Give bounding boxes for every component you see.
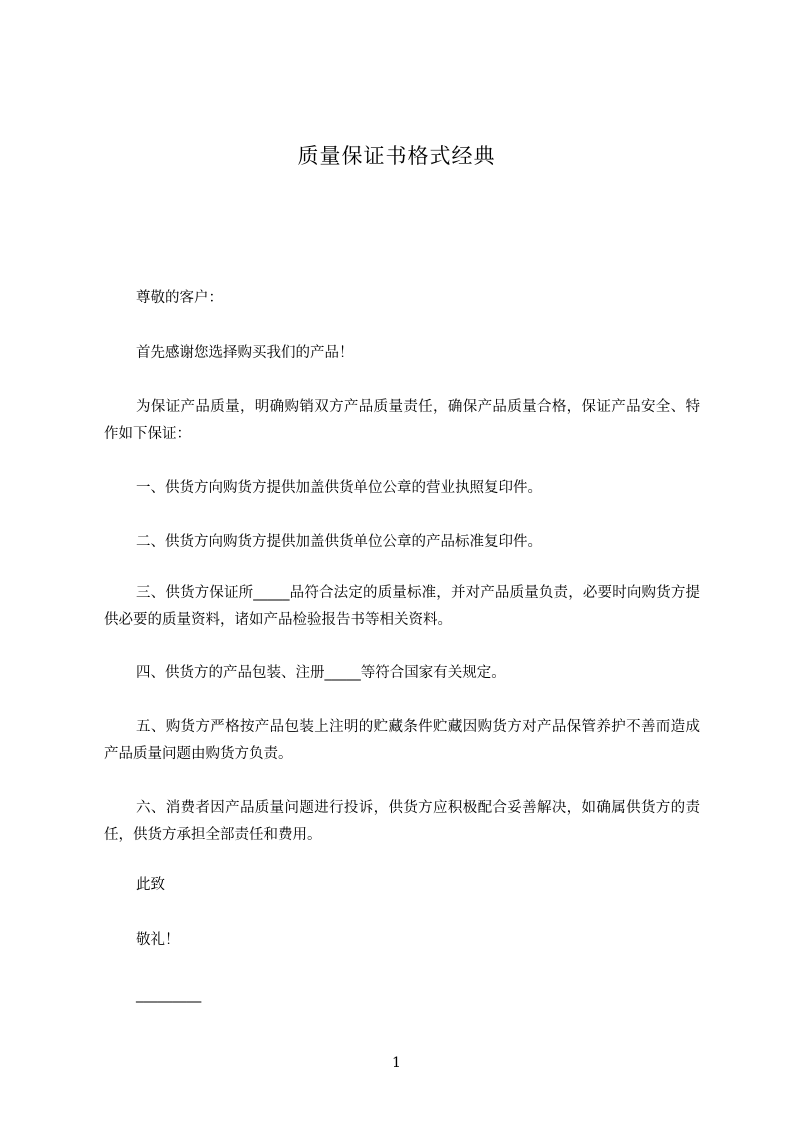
paragraph-item-2: 二、供货方向购货方提供加盖供货单位公章的产品标准复印件。 (136, 534, 542, 550)
paragraph-item-4: 四、供货方的产品包装、注册_____等符合国家有关规定。 (136, 665, 506, 681)
closing-line-1: 此致 (136, 877, 165, 893)
paragraph-item-1: 一、供货方向购货方提供加盖供货单位公章的营业执照复印件。 (136, 480, 542, 496)
paragraph-item-3: 三、供货方保证所_____品符合法定的质量标准，并对产品质量负责，必要时向购货方提供必要的质量资料，诸如产品检验报告书等相关资料。 (104, 585, 700, 628)
closing-line-2: 敬礼！ (136, 932, 180, 948)
document-title: 质量保证书格式经典 (297, 144, 496, 168)
signature-blank: _________ (136, 987, 202, 1003)
paragraph-item-5: 五、购货方严格按产品包装上注明的贮藏条件贮藏因购货方对产品保管养护不善而造成产品质量问题由购货方负责。 (104, 719, 700, 762)
paragraph-intro: 为保证产品质量，明确购销双方产品质量责任，确保产品质量合格，保证产品安全、特作如下保证： (104, 399, 700, 442)
paragraph-thanks: 首先感谢您选择购买我们的产品！ (136, 345, 354, 361)
paragraph-item-6: 六、消费者因产品质量问题进行投诉，供货方应积极配合妥善解决，如确属供货方的责任，供货方承担全部责任和费用。 (104, 800, 700, 843)
page-number: 1 (392, 1055, 401, 1071)
salutation: 尊敬的客户： (136, 290, 223, 306)
